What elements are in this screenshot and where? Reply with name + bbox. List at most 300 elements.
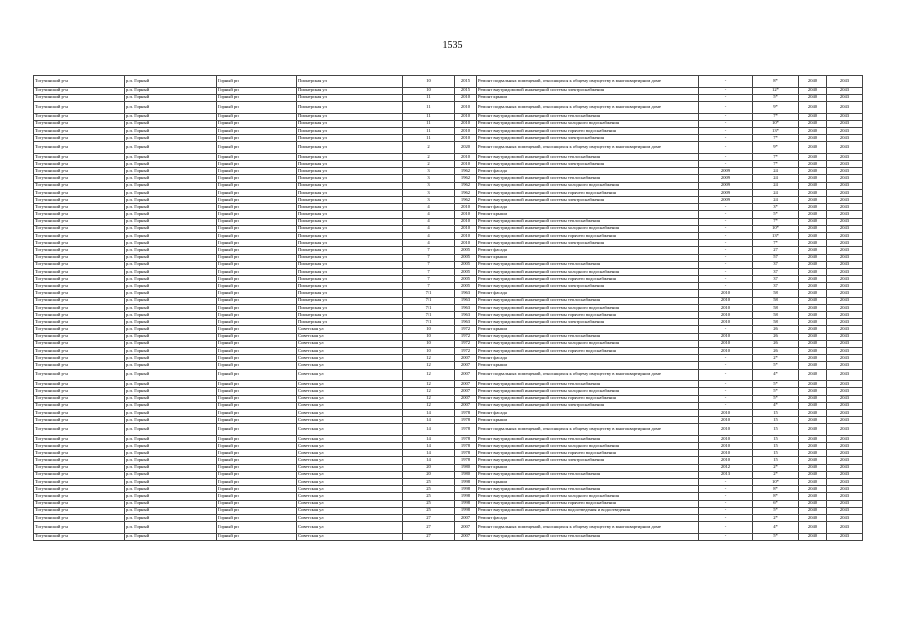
- works-table-body: [34, 76, 863, 541]
- house-number-cell: 7: [403, 247, 455, 254]
- plan-end-cell: 2043: [827, 443, 863, 450]
- plan-start-cell: 2040: [799, 161, 827, 168]
- plan-end-cell: 2043: [827, 402, 863, 409]
- district-cell: Тогучинский р-н: [34, 409, 125, 416]
- plan-start-cell: 2040: [799, 443, 827, 450]
- street-cell: Пионерская ул: [297, 276, 403, 283]
- work-type-cell: Ремонт фасада: [477, 204, 699, 211]
- settlement-cell: р.п. Горный: [125, 457, 217, 464]
- house-number-cell: 25: [403, 478, 455, 485]
- plan-start-cell: 2040: [799, 464, 827, 471]
- work-type-cell: Ремонт внутридомовой инженерной системы горячего водоснабжения: [477, 189, 699, 196]
- wear-cell: 2*: [753, 471, 799, 478]
- settlement-cell: р.п. Горный: [125, 533, 217, 540]
- wear-cell: 15: [753, 443, 799, 450]
- locality-cell: Горный рп: [217, 127, 297, 134]
- last-repair-year-cell: -: [699, 142, 753, 154]
- district-cell: Тогучинский р-н: [34, 493, 125, 500]
- table-row: [34, 457, 863, 464]
- district-cell: Тогучинский р-н: [34, 340, 125, 347]
- year-cell: 2007: [455, 388, 477, 395]
- works-table: [33, 75, 863, 541]
- wear-cell: 3*: [753, 204, 799, 211]
- wear-cell: 10*: [753, 120, 799, 127]
- plan-end-cell: 2043: [827, 355, 863, 362]
- wear-cell: 4*: [753, 522, 799, 534]
- locality-cell: Горный рп: [217, 381, 297, 388]
- locality-cell: Горный рп: [217, 478, 297, 485]
- locality-cell: Горный рп: [217, 500, 297, 507]
- last-repair-year-cell: -: [699, 254, 753, 261]
- work-type-cell: Ремонт подвальных помещений, относящихся к общему имуществу в многоквартирном доме: [477, 101, 699, 113]
- settlement-cell: р.п. Горный: [125, 218, 217, 225]
- house-number-cell: 7: [403, 261, 455, 268]
- wear-cell: 15: [753, 435, 799, 442]
- wear-cell: 5*: [753, 381, 799, 388]
- house-number-cell: 3: [403, 189, 455, 196]
- table-row: [34, 225, 863, 232]
- work-type-cell: Ремонт внутридомовой инженерной системы холодного водоснабжения: [477, 443, 699, 450]
- house-number-cell: 14: [403, 435, 455, 442]
- table-row: [34, 381, 863, 388]
- locality-cell: Горный рп: [217, 161, 297, 168]
- year-cell: 1962: [455, 168, 477, 175]
- house-number-cell: 7: [403, 283, 455, 290]
- wear-cell: 37: [753, 261, 799, 268]
- settlement-cell: р.п. Горный: [125, 395, 217, 402]
- plan-start-cell: 2040: [799, 182, 827, 189]
- house-number-cell: 7: [403, 254, 455, 261]
- work-type-cell: Ремонт внутридомовой инженерной системы горячего водоснабжения: [477, 312, 699, 319]
- street-cell: Пионерская ул: [297, 312, 403, 319]
- year-cell: 1998: [455, 478, 477, 485]
- locality-cell: Горный рп: [217, 232, 297, 239]
- locality-cell: Горный рп: [217, 153, 297, 160]
- district-cell: Тогучинский р-н: [34, 189, 125, 196]
- house-number-cell: 12: [403, 402, 455, 409]
- district-cell: Тогучинский р-н: [34, 153, 125, 160]
- plan-start-cell: 2040: [799, 232, 827, 239]
- plan-start-cell: 2040: [799, 142, 827, 154]
- street-cell: Пионерская ул: [297, 142, 403, 154]
- plan-start-cell: 2040: [799, 514, 827, 521]
- plan-end-cell: 2043: [827, 101, 863, 113]
- work-type-cell: Ремонт внутридомовой инженерной системы электроснабжения: [477, 402, 699, 409]
- plan-start-cell: 2040: [799, 355, 827, 362]
- house-number-cell: 12: [403, 369, 455, 381]
- settlement-cell: р.п. Горный: [125, 304, 217, 311]
- work-type-cell: Ремонт внутридомовой инженерной системы холодного водоснабжения: [477, 182, 699, 189]
- table-row: [34, 533, 863, 540]
- district-cell: Тогучинский р-н: [34, 76, 125, 88]
- house-number-cell: 14: [403, 443, 455, 450]
- house-number-cell: 10: [403, 326, 455, 333]
- table-row: [34, 168, 863, 175]
- year-cell: 2010: [455, 153, 477, 160]
- house-number-cell: 25: [403, 493, 455, 500]
- year-cell: 1980: [455, 471, 477, 478]
- plan-start-cell: 2040: [799, 276, 827, 283]
- table-row: [34, 261, 863, 268]
- street-cell: Советская ул: [297, 478, 403, 485]
- work-type-cell: Ремонт внутридомовой инженерной системы горячего водоснабжения: [477, 276, 699, 283]
- year-cell: 2010: [455, 240, 477, 247]
- settlement-cell: р.п. Горный: [125, 486, 217, 493]
- year-cell: 2015: [455, 76, 477, 88]
- year-cell: 2010: [455, 113, 477, 120]
- street-cell: Пионерская ул: [297, 319, 403, 326]
- street-cell: Советская ул: [297, 395, 403, 402]
- locality-cell: Горный рп: [217, 113, 297, 120]
- locality-cell: Горный рп: [217, 340, 297, 347]
- plan-start-cell: 2040: [799, 175, 827, 182]
- locality-cell: Горный рп: [217, 443, 297, 450]
- street-cell: Советская ул: [297, 340, 403, 347]
- year-cell: 1963: [455, 304, 477, 311]
- plan-end-cell: 2043: [827, 514, 863, 521]
- wear-cell: 5*: [753, 211, 799, 218]
- table-row: [34, 240, 863, 247]
- wear-cell: 15: [753, 409, 799, 416]
- street-cell: Советская ул: [297, 424, 403, 436]
- house-number-cell: 7/1: [403, 297, 455, 304]
- last-repair-year-cell: -: [699, 522, 753, 534]
- year-cell: 1962: [455, 197, 477, 204]
- district-cell: Тогучинский р-н: [34, 135, 125, 142]
- district-cell: Тогучинский р-н: [34, 254, 125, 261]
- plan-start-cell: 2040: [799, 304, 827, 311]
- plan-start-cell: 2040: [799, 450, 827, 457]
- street-cell: Советская ул: [297, 326, 403, 333]
- district-cell: Тогучинский р-н: [34, 486, 125, 493]
- district-cell: Тогучинский р-н: [34, 464, 125, 471]
- last-repair-year-cell: -: [699, 276, 753, 283]
- plan-start-cell: 2040: [799, 500, 827, 507]
- table-row: [34, 94, 863, 101]
- district-cell: Тогучинский р-н: [34, 319, 125, 326]
- house-number-cell: 3: [403, 182, 455, 189]
- work-type-cell: Ремонт крыши: [477, 417, 699, 424]
- year-cell: 1972: [455, 333, 477, 340]
- street-cell: Пионерская ул: [297, 254, 403, 261]
- locality-cell: Горный рп: [217, 304, 297, 311]
- work-type-cell: Ремонт подвальных помещений, относящихся к общему имуществу в многоквартирном доме: [477, 369, 699, 381]
- table-row: [34, 276, 863, 283]
- settlement-cell: р.п. Горный: [125, 522, 217, 534]
- district-cell: Тогучинский р-н: [34, 471, 125, 478]
- district-cell: Тогучинский р-н: [34, 355, 125, 362]
- locality-cell: Горный рп: [217, 135, 297, 142]
- plan-end-cell: 2043: [827, 464, 863, 471]
- last-repair-year-cell: 2010: [699, 409, 753, 416]
- wear-cell: 27: [753, 247, 799, 254]
- street-cell: Пионерская ул: [297, 290, 403, 297]
- table-row: [34, 362, 863, 369]
- table-row: [34, 153, 863, 160]
- district-cell: Тогучинский р-н: [34, 218, 125, 225]
- locality-cell: Горный рп: [217, 312, 297, 319]
- street-cell: Советская ул: [297, 464, 403, 471]
- settlement-cell: р.п. Горный: [125, 204, 217, 211]
- house-number-cell: 3: [403, 175, 455, 182]
- plan-start-cell: 2040: [799, 347, 827, 354]
- table-row: [34, 493, 863, 500]
- house-number-cell: 27: [403, 533, 455, 540]
- work-type-cell: Ремонт крыши: [477, 94, 699, 101]
- house-number-cell: 4: [403, 211, 455, 218]
- plan-end-cell: 2043: [827, 347, 863, 354]
- plan-end-cell: 2043: [827, 333, 863, 340]
- settlement-cell: р.п. Горный: [125, 153, 217, 160]
- work-type-cell: Ремонт внутридомовой инженерной системы теплоснабжения: [477, 435, 699, 442]
- street-cell: Пионерская ул: [297, 94, 403, 101]
- work-type-cell: Ремонт фасада: [477, 514, 699, 521]
- street-cell: Пионерская ул: [297, 304, 403, 311]
- locality-cell: Горный рп: [217, 435, 297, 442]
- district-cell: Тогучинский р-н: [34, 175, 125, 182]
- last-repair-year-cell: 2010: [699, 424, 753, 436]
- house-number-cell: 7/1: [403, 319, 455, 326]
- last-repair-year-cell: 2010: [699, 319, 753, 326]
- wear-cell: 5*: [753, 395, 799, 402]
- street-cell: Пионерская ул: [297, 76, 403, 88]
- year-cell: 1962: [455, 175, 477, 182]
- plan-start-cell: 2040: [799, 424, 827, 436]
- work-type-cell: Ремонт внутридомовой инженерной системы теплоснабжения: [477, 486, 699, 493]
- work-type-cell: Ремонт подвальных помещений, относящихся к общему имуществу в многоквартирном доме: [477, 424, 699, 436]
- wear-cell: 2*: [753, 355, 799, 362]
- last-repair-year-cell: -: [699, 486, 753, 493]
- district-cell: Тогучинский р-н: [34, 290, 125, 297]
- table-row: [34, 355, 863, 362]
- wear-cell: 37: [753, 283, 799, 290]
- year-cell: 2007: [455, 355, 477, 362]
- settlement-cell: р.п. Горный: [125, 276, 217, 283]
- wear-cell: 24: [753, 189, 799, 196]
- street-cell: Пионерская ул: [297, 189, 403, 196]
- district-cell: Тогучинский р-н: [34, 232, 125, 239]
- street-cell: Пионерская ул: [297, 232, 403, 239]
- locality-cell: Горный рп: [217, 261, 297, 268]
- district-cell: Тогучинский р-н: [34, 268, 125, 275]
- locality-cell: Горный рп: [217, 424, 297, 436]
- plan-start-cell: 2040: [799, 225, 827, 232]
- house-number-cell: 11: [403, 135, 455, 142]
- plan-end-cell: 2043: [827, 319, 863, 326]
- table-row: [34, 135, 863, 142]
- district-cell: Тогучинский р-н: [34, 457, 125, 464]
- district-cell: Тогучинский р-н: [34, 478, 125, 485]
- work-type-cell: Ремонт внутридомовой инженерной системы теплоснабжения: [477, 175, 699, 182]
- last-repair-year-cell: -: [699, 369, 753, 381]
- street-cell: Пионерская ул: [297, 247, 403, 254]
- plan-start-cell: 2040: [799, 240, 827, 247]
- year-cell: 2010: [455, 218, 477, 225]
- settlement-cell: р.п. Горный: [125, 189, 217, 196]
- wear-cell: 26: [753, 333, 799, 340]
- plan-start-cell: 2040: [799, 478, 827, 485]
- settlement-cell: р.п. Горный: [125, 161, 217, 168]
- last-repair-year-cell: -: [699, 113, 753, 120]
- wear-cell: 5*: [753, 507, 799, 514]
- year-cell: 2010: [455, 232, 477, 239]
- wear-cell: 13*: [753, 232, 799, 239]
- plan-end-cell: 2043: [827, 362, 863, 369]
- street-cell: Пионерская ул: [297, 261, 403, 268]
- work-type-cell: Ремонт внутридомовой инженерной системы электроснабжения: [477, 197, 699, 204]
- year-cell: 2007: [455, 369, 477, 381]
- house-number-cell: 27: [403, 522, 455, 534]
- work-type-cell: Ремонт внутридомовой инженерной системы электроснабжения: [477, 319, 699, 326]
- street-cell: Советская ул: [297, 435, 403, 442]
- settlement-cell: р.п. Горный: [125, 182, 217, 189]
- plan-start-cell: 2040: [799, 101, 827, 113]
- house-number-cell: 4: [403, 204, 455, 211]
- district-cell: Тогучинский р-н: [34, 87, 125, 94]
- wear-cell: 58: [753, 297, 799, 304]
- plan-start-cell: 2040: [799, 522, 827, 534]
- plan-end-cell: 2043: [827, 204, 863, 211]
- year-cell: 1978: [455, 417, 477, 424]
- year-cell: 1972: [455, 326, 477, 333]
- house-number-cell: 10: [403, 347, 455, 354]
- settlement-cell: р.п. Горный: [125, 493, 217, 500]
- work-type-cell: Ремонт крыши: [477, 326, 699, 333]
- wear-cell: 24: [753, 182, 799, 189]
- year-cell: 1998: [455, 493, 477, 500]
- work-type-cell: Ремонт внутридомовой инженерной системы теплоснабжения: [477, 471, 699, 478]
- district-cell: Тогучинский р-н: [34, 142, 125, 154]
- work-type-cell: Ремонт крыши: [477, 478, 699, 485]
- last-repair-year-cell: -: [699, 507, 753, 514]
- locality-cell: Горный рп: [217, 493, 297, 500]
- street-cell: Советская ул: [297, 402, 403, 409]
- year-cell: 2020: [455, 142, 477, 154]
- district-cell: Тогучинский р-н: [34, 161, 125, 168]
- plan-start-cell: 2040: [799, 211, 827, 218]
- work-type-cell: Ремонт внутридомовой инженерной системы горячего водоснабжения: [477, 232, 699, 239]
- work-type-cell: Ремонт фасада: [477, 409, 699, 416]
- street-cell: Пионерская ул: [297, 182, 403, 189]
- last-repair-year-cell: -: [699, 402, 753, 409]
- wear-cell: 58: [753, 290, 799, 297]
- last-repair-year-cell: -: [699, 211, 753, 218]
- work-type-cell: Ремонт подвальных помещений, относящихся к общему имуществу в многоквартирном доме: [477, 142, 699, 154]
- work-type-cell: Ремонт внутридомовой инженерной системы электроснабжения: [477, 87, 699, 94]
- year-cell: 2005: [455, 247, 477, 254]
- district-cell: Тогучинский р-н: [34, 326, 125, 333]
- table-row: [34, 514, 863, 521]
- wear-cell: 2*: [753, 464, 799, 471]
- settlement-cell: р.п. Горный: [125, 355, 217, 362]
- work-type-cell: Ремонт внутридомовой инженерной системы теплоснабжения: [477, 533, 699, 540]
- settlement-cell: р.п. Горный: [125, 120, 217, 127]
- street-cell: Пионерская ул: [297, 175, 403, 182]
- work-type-cell: Ремонт внутридомовой инженерной системы теплоснабжения: [477, 153, 699, 160]
- work-type-cell: Ремонт крыши: [477, 254, 699, 261]
- last-repair-year-cell: -: [699, 395, 753, 402]
- house-number-cell: 10: [403, 76, 455, 88]
- plan-end-cell: 2043: [827, 240, 863, 247]
- house-number-cell: 14: [403, 417, 455, 424]
- year-cell: 2007: [455, 402, 477, 409]
- plan-end-cell: 2043: [827, 189, 863, 196]
- street-cell: Пионерская ул: [297, 153, 403, 160]
- last-repair-year-cell: 2009: [699, 189, 753, 196]
- settlement-cell: р.п. Горный: [125, 232, 217, 239]
- work-type-cell: Ремонт внутридомовой инженерной системы электроснабжения: [477, 457, 699, 464]
- table-row: [34, 142, 863, 154]
- locality-cell: Горный рп: [217, 507, 297, 514]
- settlement-cell: р.п. Горный: [125, 113, 217, 120]
- year-cell: 1972: [455, 347, 477, 354]
- plan-start-cell: 2040: [799, 168, 827, 175]
- street-cell: Советская ул: [297, 333, 403, 340]
- table-row: [34, 435, 863, 442]
- last-repair-year-cell: -: [699, 225, 753, 232]
- wear-cell: 26: [753, 340, 799, 347]
- work-type-cell: Ремонт внутридомовой инженерной системы горячего водоснабжения: [477, 450, 699, 457]
- last-repair-year-cell: 2009: [699, 182, 753, 189]
- work-type-cell: Ремонт внутридомовой инженерной системы горячего водоснабжения: [477, 500, 699, 507]
- plan-end-cell: 2043: [827, 381, 863, 388]
- table-row: [34, 333, 863, 340]
- locality-cell: Горный рп: [217, 204, 297, 211]
- work-type-cell: Ремонт фасада: [477, 290, 699, 297]
- plan-end-cell: 2043: [827, 135, 863, 142]
- last-repair-year-cell: -: [699, 493, 753, 500]
- table-row: [34, 464, 863, 471]
- house-number-cell: 4: [403, 218, 455, 225]
- street-cell: Советская ул: [297, 493, 403, 500]
- last-repair-year-cell: -: [699, 381, 753, 388]
- locality-cell: Горный рп: [217, 87, 297, 94]
- locality-cell: Горный рп: [217, 355, 297, 362]
- work-type-cell: Ремонт внутридомовой инженерной системы водоотведения и водоотведения: [477, 507, 699, 514]
- plan-end-cell: 2043: [827, 218, 863, 225]
- house-number-cell: 4: [403, 240, 455, 247]
- table-row: [34, 417, 863, 424]
- locality-cell: Горный рп: [217, 395, 297, 402]
- plan-end-cell: 2043: [827, 261, 863, 268]
- year-cell: 2010: [455, 101, 477, 113]
- plan-end-cell: 2043: [827, 87, 863, 94]
- table-row: [34, 175, 863, 182]
- house-number-cell: 7/1: [403, 312, 455, 319]
- table-row: [34, 87, 863, 94]
- last-repair-year-cell: -: [699, 362, 753, 369]
- table-row: [34, 304, 863, 311]
- table-row: [34, 478, 863, 485]
- locality-cell: Горный рп: [217, 533, 297, 540]
- locality-cell: Горный рп: [217, 464, 297, 471]
- last-repair-year-cell: -: [699, 261, 753, 268]
- plan-start-cell: 2040: [799, 218, 827, 225]
- settlement-cell: р.п. Горный: [125, 514, 217, 521]
- plan-end-cell: 2043: [827, 142, 863, 154]
- street-cell: Советская ул: [297, 471, 403, 478]
- wear-cell: 7*: [753, 161, 799, 168]
- plan-end-cell: 2043: [827, 197, 863, 204]
- locality-cell: Горный рп: [217, 402, 297, 409]
- settlement-cell: р.п. Горный: [125, 268, 217, 275]
- plan-end-cell: 2043: [827, 297, 863, 304]
- plan-start-cell: 2040: [799, 94, 827, 101]
- street-cell: Пионерская ул: [297, 101, 403, 113]
- table-row: [34, 268, 863, 275]
- house-number-cell: 11: [403, 120, 455, 127]
- locality-cell: Горный рп: [217, 297, 297, 304]
